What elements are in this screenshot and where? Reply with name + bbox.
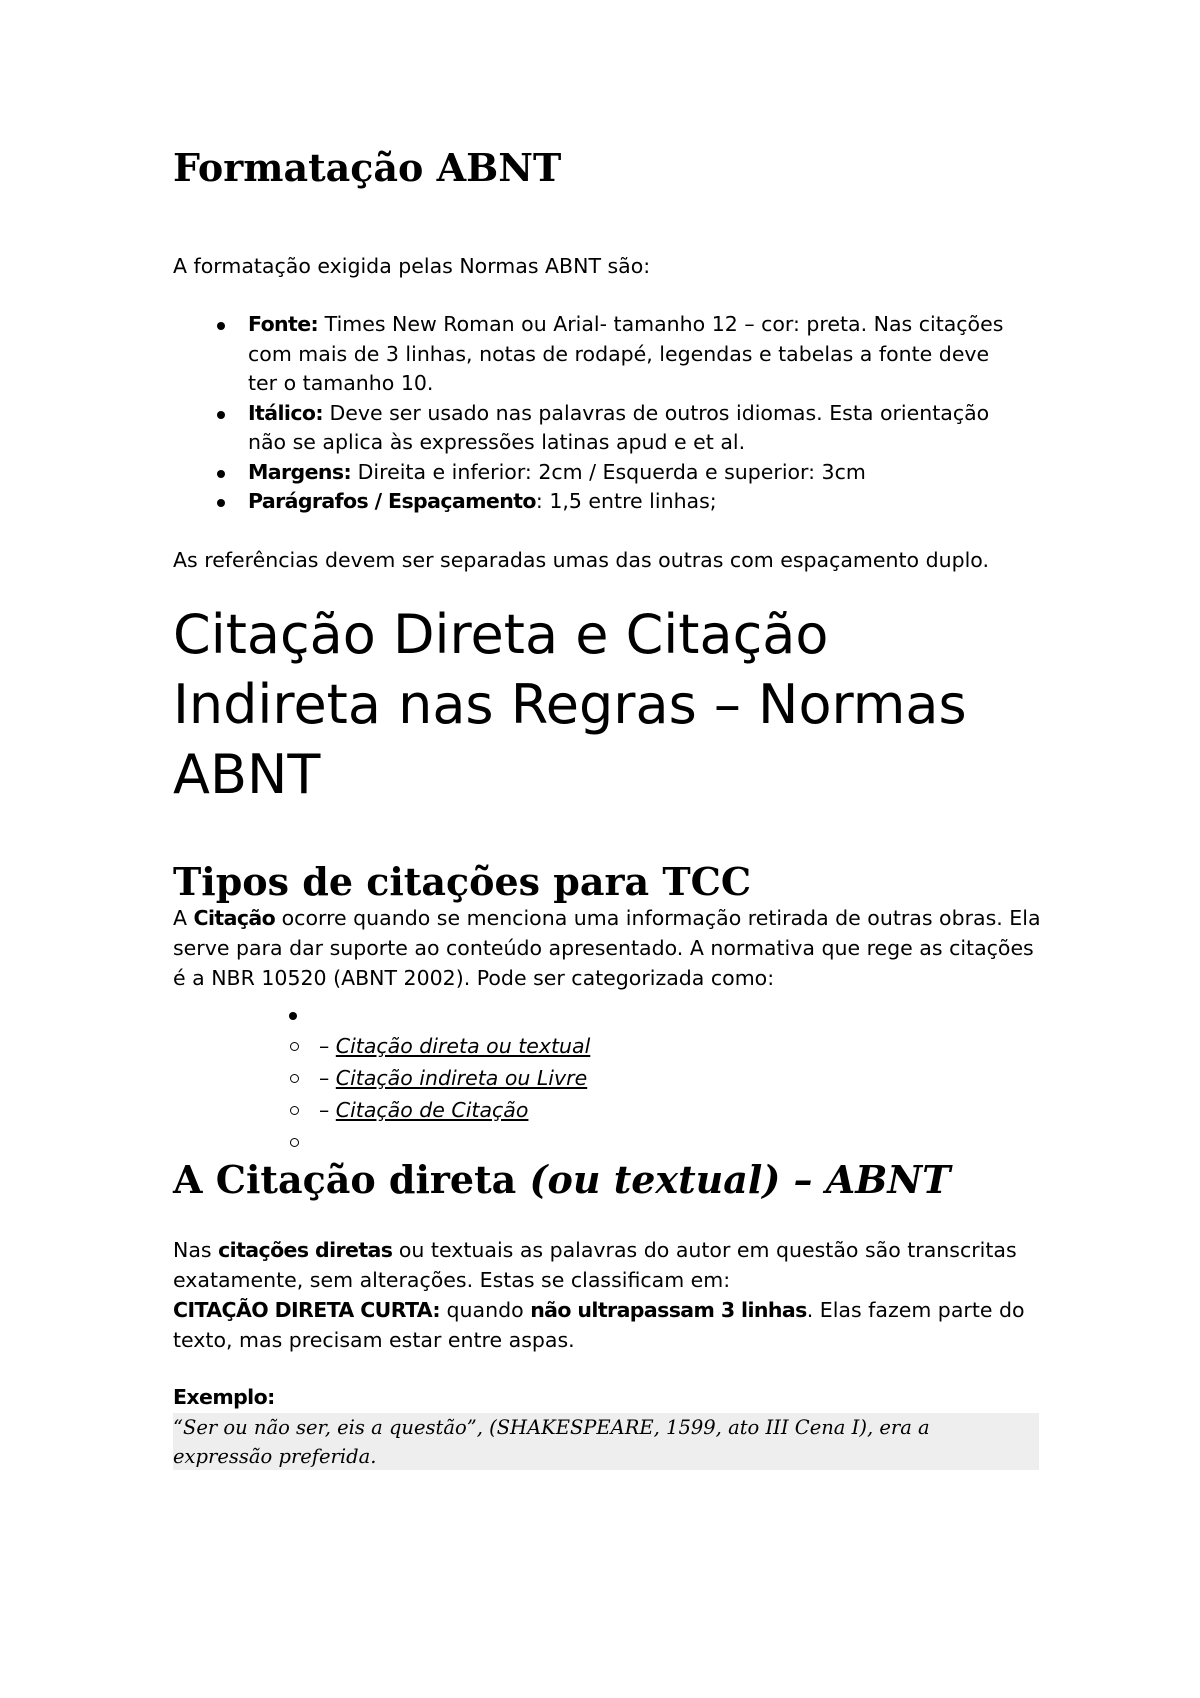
bullet-icon xyxy=(217,411,225,419)
text-bold: citações diretas xyxy=(218,1238,393,1262)
circle-bullet-icon xyxy=(290,1042,299,1051)
text-bold-emphasis: não ultrapassam 3 linhas xyxy=(530,1298,807,1322)
format-list xyxy=(173,310,1043,517)
citation-prefix: A xyxy=(173,906,194,930)
heading-formatacao-abnt: Formatação ABNT xyxy=(173,145,562,190)
list-item xyxy=(173,1126,590,1158)
item-dash: – xyxy=(319,1034,336,1058)
heading-tipos-citacoes: Tipos de citações para TCC xyxy=(173,859,752,904)
text-rest: ou textuais as palavras do autor em questão são transcritas exatamente, sem alterações. Estas se classificam em: xyxy=(173,1238,1017,1292)
text-mid: quando xyxy=(440,1298,531,1322)
heading-citacao-direta xyxy=(173,1156,950,1204)
link-citacao-indireta[interactable]: Citação indireta ou Livre xyxy=(335,1066,588,1090)
link-citacao-de-citacao[interactable]: Citação de Citação xyxy=(335,1098,529,1122)
text-prefix: Nas xyxy=(173,1238,219,1262)
item-text: Deve ser usado nas palavras de outros idiomas. Esta orientação não se aplica às expressões latinas apud e et al. xyxy=(248,400,990,454)
empty-bullet-icon xyxy=(289,1012,297,1020)
bullet-icon xyxy=(217,322,225,330)
circle-bullet-icon xyxy=(290,1138,299,1147)
circle-bullet-icon xyxy=(290,1106,299,1115)
text-bold-label: CITAÇÃO DIRETA CURTA: xyxy=(173,1298,441,1322)
intro-text: A formatação exigida pelas Normas ABNT são: xyxy=(173,254,651,278)
item-label: Itálico: xyxy=(248,400,323,425)
list-item xyxy=(173,1062,590,1094)
item-text: Times New Roman ou Arial- tamanho 12 – cor: preta. Nas citações com mais de 3 linhas, notas de rodapé, legendas e tabelas a fonte deve ter o tamanho 10. xyxy=(248,312,1004,395)
citation-types-list xyxy=(173,1030,590,1158)
example-label: Exemplo: xyxy=(173,1385,275,1409)
citation-paragraph xyxy=(173,903,1043,993)
circle-bullet-icon xyxy=(290,1074,299,1083)
bullet-icon xyxy=(217,499,225,507)
list-item xyxy=(173,399,1043,458)
item-dash: – xyxy=(319,1066,336,1090)
citation-bold: Citação xyxy=(193,906,276,930)
list-item xyxy=(173,1094,590,1126)
heading-main: A Citação direta xyxy=(173,1157,530,1202)
heading-italic: (ou textual) – ABNT xyxy=(529,1157,951,1202)
example-quote: “Ser ou não ser, eis a questão”, (SHAKESPEARE, 1599, ato III Cena I), era a expressão preferida. xyxy=(173,1413,1039,1470)
item-text: : 1,5 entre linhas; xyxy=(535,489,717,513)
direct-citation-paragraph xyxy=(173,1235,1043,1355)
references-note: As referências devem ser separadas umas das outras com espaçamento duplo. xyxy=(173,548,990,572)
list-item xyxy=(173,487,1043,517)
list-item xyxy=(173,310,1043,399)
item-label: Parágrafos / Espaçamento xyxy=(248,489,536,513)
bullet-icon xyxy=(217,470,225,478)
text-rest-2: . Elas fazem parte do texto, mas precisam estar entre aspas. xyxy=(173,1298,1025,1352)
big-title: Citação Direta e Citação Indireta nas Regras – Normas ABNT xyxy=(173,603,967,806)
list-item xyxy=(173,458,1043,488)
item-label: Margens: xyxy=(248,459,352,484)
link-citacao-direta[interactable]: Citação direta ou textual xyxy=(335,1034,591,1058)
item-label: Fonte: xyxy=(248,312,319,336)
list-item xyxy=(173,1030,590,1062)
item-dash: – xyxy=(319,1098,336,1122)
citation-rest: ocorre quando se menciona uma informação retirada de outras obras. Ela serve para dar suporte ao conteúdo apresentado. A normativa que rege as citações é a NBR 10520 (ABNT 2002). Pode ser categorizada como: xyxy=(173,906,1041,990)
item-text: Direita e inferior: 2cm / Esquerda e superior: 3cm xyxy=(351,459,866,484)
